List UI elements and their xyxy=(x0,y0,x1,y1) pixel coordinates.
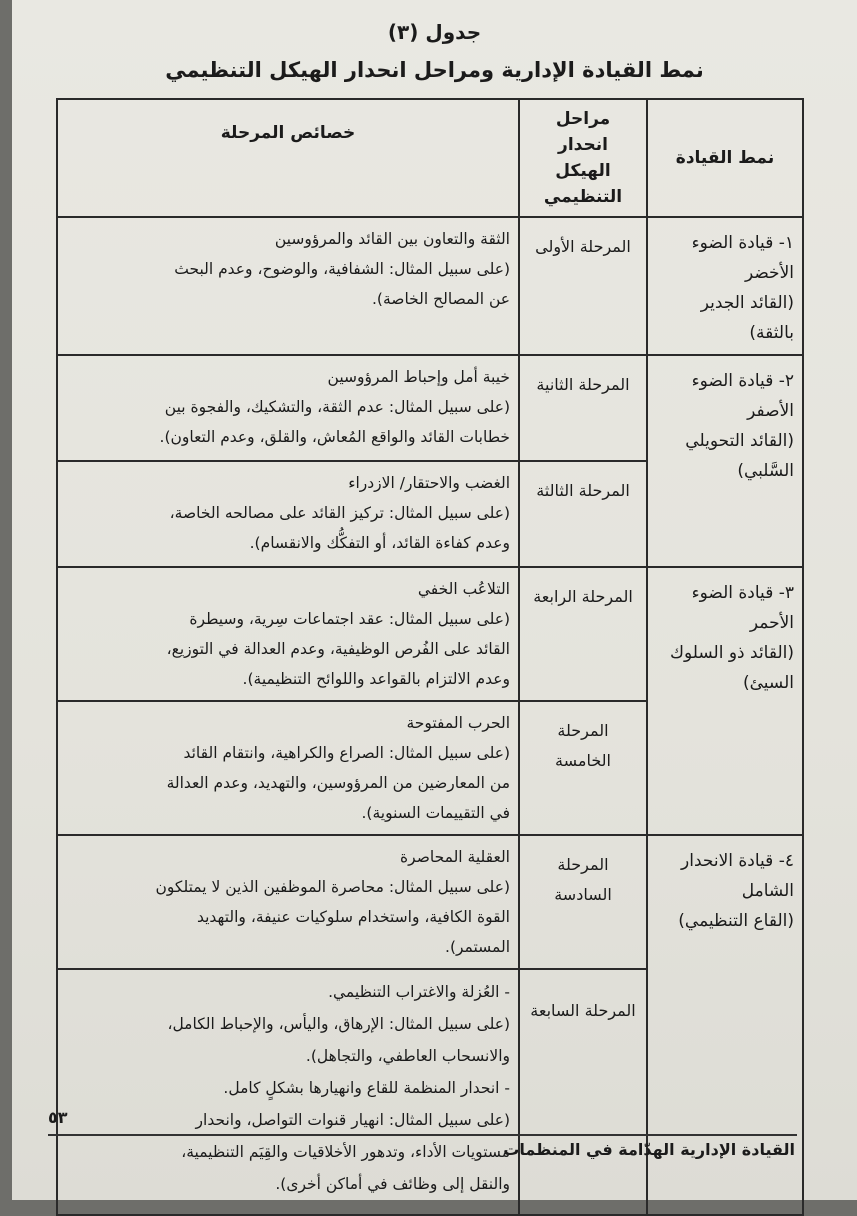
char-line: (على سبيل المثال: عدم الثقة، والتشكيك، والفجوة بين xyxy=(164,398,510,416)
stage-characteristics xyxy=(57,461,519,567)
book-page xyxy=(12,0,857,1200)
char-line: - العُزلة والاغتراب التنظيمي. xyxy=(328,983,510,1001)
char-line: عن المصالح الخاصة). xyxy=(372,290,510,308)
stage-label: المرحلة الثالثة xyxy=(519,461,647,567)
leadership-stages-table xyxy=(56,98,804,1216)
stage-label: المرحلة الأولى xyxy=(519,217,647,355)
stage-characteristics xyxy=(57,835,519,969)
stage-characteristics xyxy=(57,969,519,1215)
char-line: خيبة أمل وإحباط المرؤوسين xyxy=(327,368,510,386)
book-title: القيادة الإدارية الهدّامة في المنظمات xyxy=(503,1140,795,1159)
header-characteristics: خصائص المرحلة xyxy=(57,99,519,217)
stage-characteristics xyxy=(57,567,519,701)
stage-label: المرحلة السادسة xyxy=(519,835,647,969)
char-line: (على سبيل المثال: الإرهاق، واليأس، والإحباط الكامل، xyxy=(167,1015,510,1033)
stage-characteristics xyxy=(57,355,519,461)
char-line: الحرب المفتوحة xyxy=(406,714,510,732)
char-line: في التقييمات السنوية). xyxy=(361,804,510,822)
char-line: (على سبيل المثال: محاصرة الموظفين الذين لا يمتلكون xyxy=(155,878,510,896)
char-line: - انحدار المنظمة للقاع وانهيارها بشكلٍ كامل. xyxy=(223,1079,510,1097)
char-line: والنقل إلى وظائف في أماكن أخرى). xyxy=(275,1175,510,1193)
header-stages: مراحل انحدار الهيكل التنظيمي xyxy=(519,99,647,217)
char-line: الثقة والتعاون بين القائد والمرؤوسين xyxy=(274,230,510,248)
char-line: التلاعُب الخفي xyxy=(417,580,510,598)
char-line: (على سبيل المثال: انهيار قنوات التواصل، وانحدار xyxy=(195,1111,510,1129)
stage-label: المرحلة الثانية xyxy=(519,355,647,461)
stage-label: المرحلة الرابعة xyxy=(519,567,647,701)
char-line: العقلية المحاصرة xyxy=(400,848,510,866)
char-line: المستمر). xyxy=(445,938,510,956)
leadership-desc: (القاع التنظيمي) xyxy=(678,911,794,931)
stage-label: المرحلة السابعة xyxy=(519,969,647,1215)
char-line: خطابات القائد والواقع المُعاش، والقلق، وعدم التعاون). xyxy=(159,428,510,446)
char-line: (على سبيل المثال: عقد اجتماعات سِرية، وسيطرة xyxy=(189,610,510,628)
leadership-name: ٤- قيادة الانحدار الشامل xyxy=(681,851,794,901)
char-line: (على سبيل المثال: الصراع والكراهية، وانتقام القائد xyxy=(183,744,510,762)
leadership-name: ٣- قيادة الضوء الأحمر xyxy=(691,583,794,633)
char-line: القائد على الفُرص الوظيفية، وعدم العدالة في التوزيع، xyxy=(166,640,510,658)
char-line: الغضب والاحتقار/ الازدراء xyxy=(348,474,510,492)
leadership-desc: (القائد ذو السلوك السيئ) xyxy=(669,643,794,693)
char-line: وعدم كفاءة القائد، أو التفكُّك والانقسام). xyxy=(249,534,510,552)
char-line: القوة الكافية، واستخدام سلوكيات عنيفة، والتهديد xyxy=(196,908,510,926)
stage-characteristics xyxy=(57,701,519,835)
char-line: من المعارضين من المرؤوسين، والتهديد، وعدم العدالة xyxy=(166,774,510,792)
page-number: ٥٣ xyxy=(48,1108,68,1127)
stage-label: المرحلة الخامسة xyxy=(519,701,647,835)
footer-divider xyxy=(48,1134,797,1136)
leadership-desc: (القائد التحويلي السَّلبي) xyxy=(685,431,794,481)
leadership-name: ١- قيادة الضوء الأخضر xyxy=(691,233,794,283)
leadership-cell xyxy=(647,567,803,835)
leadership-cell xyxy=(647,355,803,567)
char-line: والانسحاب العاطفي، والتجاهل). xyxy=(305,1047,510,1065)
table-number: جدول (٣) xyxy=(387,20,482,44)
stage-characteristics xyxy=(57,217,519,355)
leadership-desc: (القائد الجدير بالثقة) xyxy=(700,293,794,343)
char-line: وعدم الالتزام بالقواعد واللوائح التنظيمية). xyxy=(242,670,510,688)
char-line: مستويات الأداء، وتدهور الأخلاقيات والقِيَم التنظيمية، xyxy=(181,1143,510,1161)
char-line: (على سبيل المثال: الشفافية، والوضوح، وعدم البحث xyxy=(174,260,510,278)
leadership-name: ٢- قيادة الضوء الأصفر xyxy=(691,371,794,421)
char-line: (على سبيل المثال: تركيز القائد على مصالحه الخاصة، xyxy=(169,504,510,522)
header-leadership: نمط القيادة xyxy=(647,99,803,217)
leadership-cell xyxy=(647,217,803,355)
table-title: نمط القيادة الإدارية ومراحل انحدار الهيكل التنظيمي xyxy=(165,58,704,82)
